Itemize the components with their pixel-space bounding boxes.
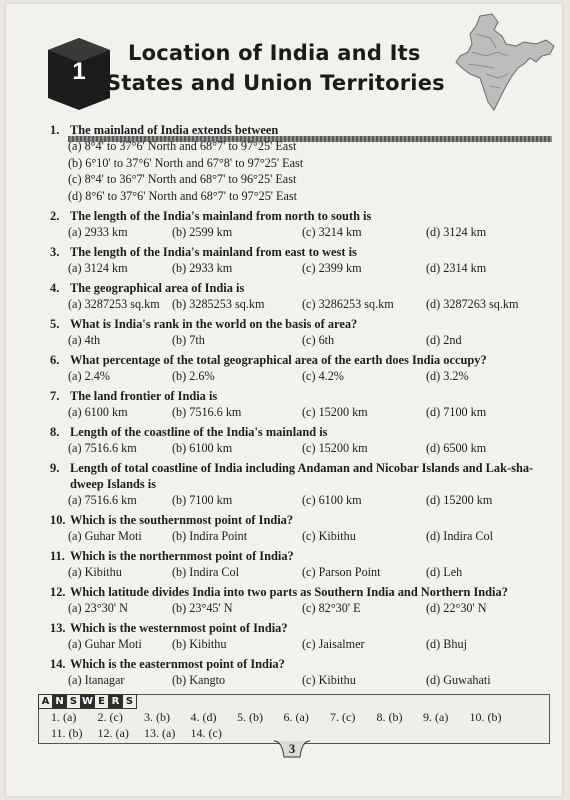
answer-key-item: 12. (a) xyxy=(97,726,129,740)
question-stem xyxy=(50,352,550,368)
answer-option: (d) Leh xyxy=(426,565,463,579)
answer-option: (d) 3.2% xyxy=(426,369,469,383)
answer-option: (a) 3287253 sq.km xyxy=(68,297,160,311)
answer-option: (c) Jaisalmer xyxy=(302,637,365,651)
question-stem xyxy=(50,656,550,672)
question-options xyxy=(50,138,550,204)
answer-key-item: 2. (c) xyxy=(97,710,123,724)
question-options xyxy=(50,260,550,276)
answers-row xyxy=(51,709,541,725)
answer-option: (b) 3285253 sq.km xyxy=(172,297,265,311)
answer-option: (d) 7100 km xyxy=(426,405,487,419)
answer-option: (c) Parson Point xyxy=(302,565,381,579)
answers-heading-letter: S xyxy=(66,694,81,709)
answer-option: (d) Indira Col xyxy=(426,529,494,543)
chapter-title-line-1: Location of India and Its xyxy=(128,41,421,65)
question-number: 11. xyxy=(50,549,65,563)
answer-option: (c) 15200 km xyxy=(302,441,368,455)
question-number: 7. xyxy=(50,389,60,403)
answer-option: (d) 2314 km xyxy=(426,261,487,275)
answer-option: (a) 2933 km xyxy=(68,225,128,239)
answers-box xyxy=(38,694,550,744)
answer-key-item: 1. (a) xyxy=(51,710,77,724)
answer-option: (c) 4.2% xyxy=(302,369,344,383)
question-number: 5. xyxy=(50,317,60,331)
answer-option: (b) 2.6% xyxy=(172,369,215,383)
answer-key-item: 14. (c) xyxy=(190,726,222,740)
question-number: 12. xyxy=(50,585,66,599)
answers-row xyxy=(51,725,541,741)
answers-heading-letter: W xyxy=(81,696,94,707)
question-options xyxy=(50,672,550,688)
question-text: Which is the westernmost point of India? xyxy=(70,621,288,635)
question-text: Which latitude divides India into two parts as Southern India and Northern India? xyxy=(70,585,508,599)
question-options xyxy=(50,492,550,508)
answer-option: (c) 15200 km xyxy=(302,405,368,419)
answer-option: (d) Bhuj xyxy=(426,637,467,651)
question-stem xyxy=(50,208,550,224)
question-number: 13. xyxy=(50,621,66,635)
question-text: The length of the India's mainland from north to south is xyxy=(70,209,372,223)
question-item xyxy=(50,548,550,580)
answer-key-item: 7. (c) xyxy=(330,710,356,724)
answer-option: (b) 7100 km xyxy=(172,493,233,507)
answer-option: (d) 3124 km xyxy=(426,225,487,239)
question-text: The length of the India's mainland from east to west is xyxy=(70,245,357,259)
answers-heading-letter: S xyxy=(122,694,137,709)
answer-option: (c) Kibithu xyxy=(302,673,356,687)
answer-option: (b) 6100 km xyxy=(172,441,233,455)
answer-option: (b) Kangto xyxy=(172,673,226,687)
answer-option: (c) 8°4' to 36°7' North and 68°7' to 96°25' East xyxy=(68,172,297,186)
question-number: 4. xyxy=(50,281,60,295)
answer-option: (a) 4th xyxy=(68,333,101,347)
answers-heading-letter: N xyxy=(52,694,67,709)
answers-heading xyxy=(38,694,136,709)
answer-option: (a) 7516.6 km xyxy=(68,493,137,507)
question-number: 3. xyxy=(50,245,60,259)
answer-key-item: 6. (a) xyxy=(283,710,309,724)
page-number: 3 xyxy=(288,741,296,756)
question-number: 6. xyxy=(50,353,60,367)
question-list xyxy=(50,122,550,692)
answers-heading-letter: R xyxy=(108,694,123,709)
answer-key-item: 9. (a) xyxy=(423,710,449,724)
answer-key-item: 11. (b) xyxy=(51,726,83,740)
question-options xyxy=(50,564,550,580)
answer-option: (c) 6th xyxy=(302,333,335,347)
question-options xyxy=(50,528,550,544)
question-stem xyxy=(50,122,550,138)
answer-option: (a) Guhar Moti xyxy=(68,529,142,543)
question-stem xyxy=(50,424,550,440)
question-stem xyxy=(50,620,550,636)
question-number: 9. xyxy=(50,461,60,475)
question-text: Which is the easternmost point of India? xyxy=(70,657,285,671)
question-item xyxy=(50,122,550,204)
answer-option: (a) 7516.6 km xyxy=(68,441,137,455)
answer-option: (b) Indira Col xyxy=(172,565,240,579)
question-item xyxy=(50,316,550,348)
answer-option: (a) 6100 km xyxy=(68,405,128,419)
answer-option: (a) 8°4' to 37°6' North and 68°7' to 97°25' East xyxy=(68,139,297,153)
question-item xyxy=(50,656,550,688)
question-options xyxy=(50,368,550,384)
question-text: What is India's rank in the world on the basis of area? xyxy=(70,317,358,331)
answer-option: (c) Kibithu xyxy=(302,529,356,543)
answer-option: (c) 6100 km xyxy=(302,493,362,507)
answer-option: (a) Guhar Moti xyxy=(68,637,142,651)
answer-option: (a) 2.4% xyxy=(68,369,110,383)
question-number: 2. xyxy=(50,209,60,223)
book-page xyxy=(6,4,562,796)
question-item xyxy=(50,244,550,276)
answer-key-item: 5. (b) xyxy=(237,710,263,724)
answer-key-item: 10. (b) xyxy=(469,710,502,724)
answers-grid xyxy=(51,709,541,741)
question-item xyxy=(50,512,550,544)
answer-option: (c) 3214 km xyxy=(302,225,362,239)
answer-option: (b) 23°45' N xyxy=(172,601,233,615)
answers-heading-letter: A xyxy=(38,694,53,709)
answer-key-item: 3. (b) xyxy=(144,710,170,724)
answer-option: (b) Kibithu xyxy=(172,637,227,651)
answer-option: (a) 3124 km xyxy=(68,261,128,275)
answer-option: (c) 2399 km xyxy=(302,261,362,275)
page-number-badge xyxy=(274,740,310,758)
question-number: 14. xyxy=(50,657,66,671)
answer-option: (d) 3287263 sq.km xyxy=(426,297,519,311)
answer-option: (d) 22°30' N xyxy=(426,601,487,615)
answer-option: (d) Guwahati xyxy=(426,673,491,687)
question-options xyxy=(50,404,550,420)
question-number: 1. xyxy=(50,123,60,137)
question-text: Length of the coastline of the India's mainland is xyxy=(70,425,328,439)
chapter-number-badge xyxy=(44,36,114,112)
answer-option: (b) 6°10' to 37°6' North and 67°8' to 97°25' East xyxy=(68,155,304,170)
answer-key-item: 4. (d) xyxy=(190,710,217,724)
answer-option: (b) Indira Point xyxy=(172,529,248,543)
answer-option: (b) 7th xyxy=(172,333,205,347)
answer-option: (b) 2599 km xyxy=(172,225,233,239)
question-number: 8. xyxy=(50,425,60,439)
question-text: The mainland of India extends between xyxy=(70,123,279,137)
question-text: The geographical area of India is xyxy=(70,281,245,295)
answer-option: (d) 6500 km xyxy=(426,441,487,455)
question-stem xyxy=(50,280,550,296)
answer-key-item: 8. (b) xyxy=(376,710,403,724)
chapter-header xyxy=(34,32,554,116)
answer-option: (d) 2nd xyxy=(426,333,462,347)
answer-option: (c) 82°30' E xyxy=(302,601,361,615)
question-item xyxy=(50,584,550,616)
answer-option: (d) 8°6' to 37°6' North and 68°7' to 97°25' East xyxy=(68,188,298,203)
question-options xyxy=(50,636,550,652)
question-text: The land frontier of India is xyxy=(70,389,218,403)
question-text: Which is the northernmost point of India? xyxy=(70,549,294,563)
answers-heading-letter: E xyxy=(94,694,109,709)
question-item xyxy=(50,280,550,312)
question-item xyxy=(50,460,550,508)
answer-option: (d) 15200 km xyxy=(426,493,493,507)
question-options xyxy=(50,332,550,348)
chapter-number: 1 xyxy=(72,58,86,85)
answer-option: (b) 2933 km xyxy=(172,261,233,275)
answer-option: (c) 3286253 sq.km xyxy=(302,297,394,311)
question-options xyxy=(50,296,550,312)
question-stem xyxy=(50,512,550,528)
question-item xyxy=(50,620,550,652)
question-text: Length of total coastline of India including Andaman and Nicobar Islands and Lak-sha-dweep Islands is xyxy=(70,461,534,491)
answer-option: (a) 23°30' N xyxy=(68,601,128,615)
question-item xyxy=(50,424,550,456)
question-item xyxy=(50,208,550,240)
question-options xyxy=(50,224,550,240)
answer-option: (a) Itanagar xyxy=(68,673,125,687)
question-text: Which is the southernmost point of India? xyxy=(70,513,294,527)
answer-key-item: 13. (a) xyxy=(144,726,176,740)
question-stem xyxy=(50,244,550,260)
question-item xyxy=(50,352,550,384)
question-options xyxy=(50,440,550,456)
chapter-title xyxy=(106,38,466,98)
answer-option: (b) 7516.6 km xyxy=(172,405,242,419)
question-item xyxy=(50,388,550,420)
answer-option: (a) Kibithu xyxy=(68,565,122,579)
question-stem xyxy=(50,460,550,492)
question-stem xyxy=(50,584,550,600)
question-stem xyxy=(50,548,550,564)
question-stem xyxy=(50,316,550,332)
chapter-title-line-2: States and Union Territories xyxy=(106,71,445,95)
question-number: 10. xyxy=(50,513,66,527)
question-options xyxy=(50,600,550,616)
india-map-icon xyxy=(446,12,558,116)
question-stem xyxy=(50,388,550,404)
question-text: What percentage of the total geographical area of the earth does India occupy? xyxy=(70,353,487,367)
